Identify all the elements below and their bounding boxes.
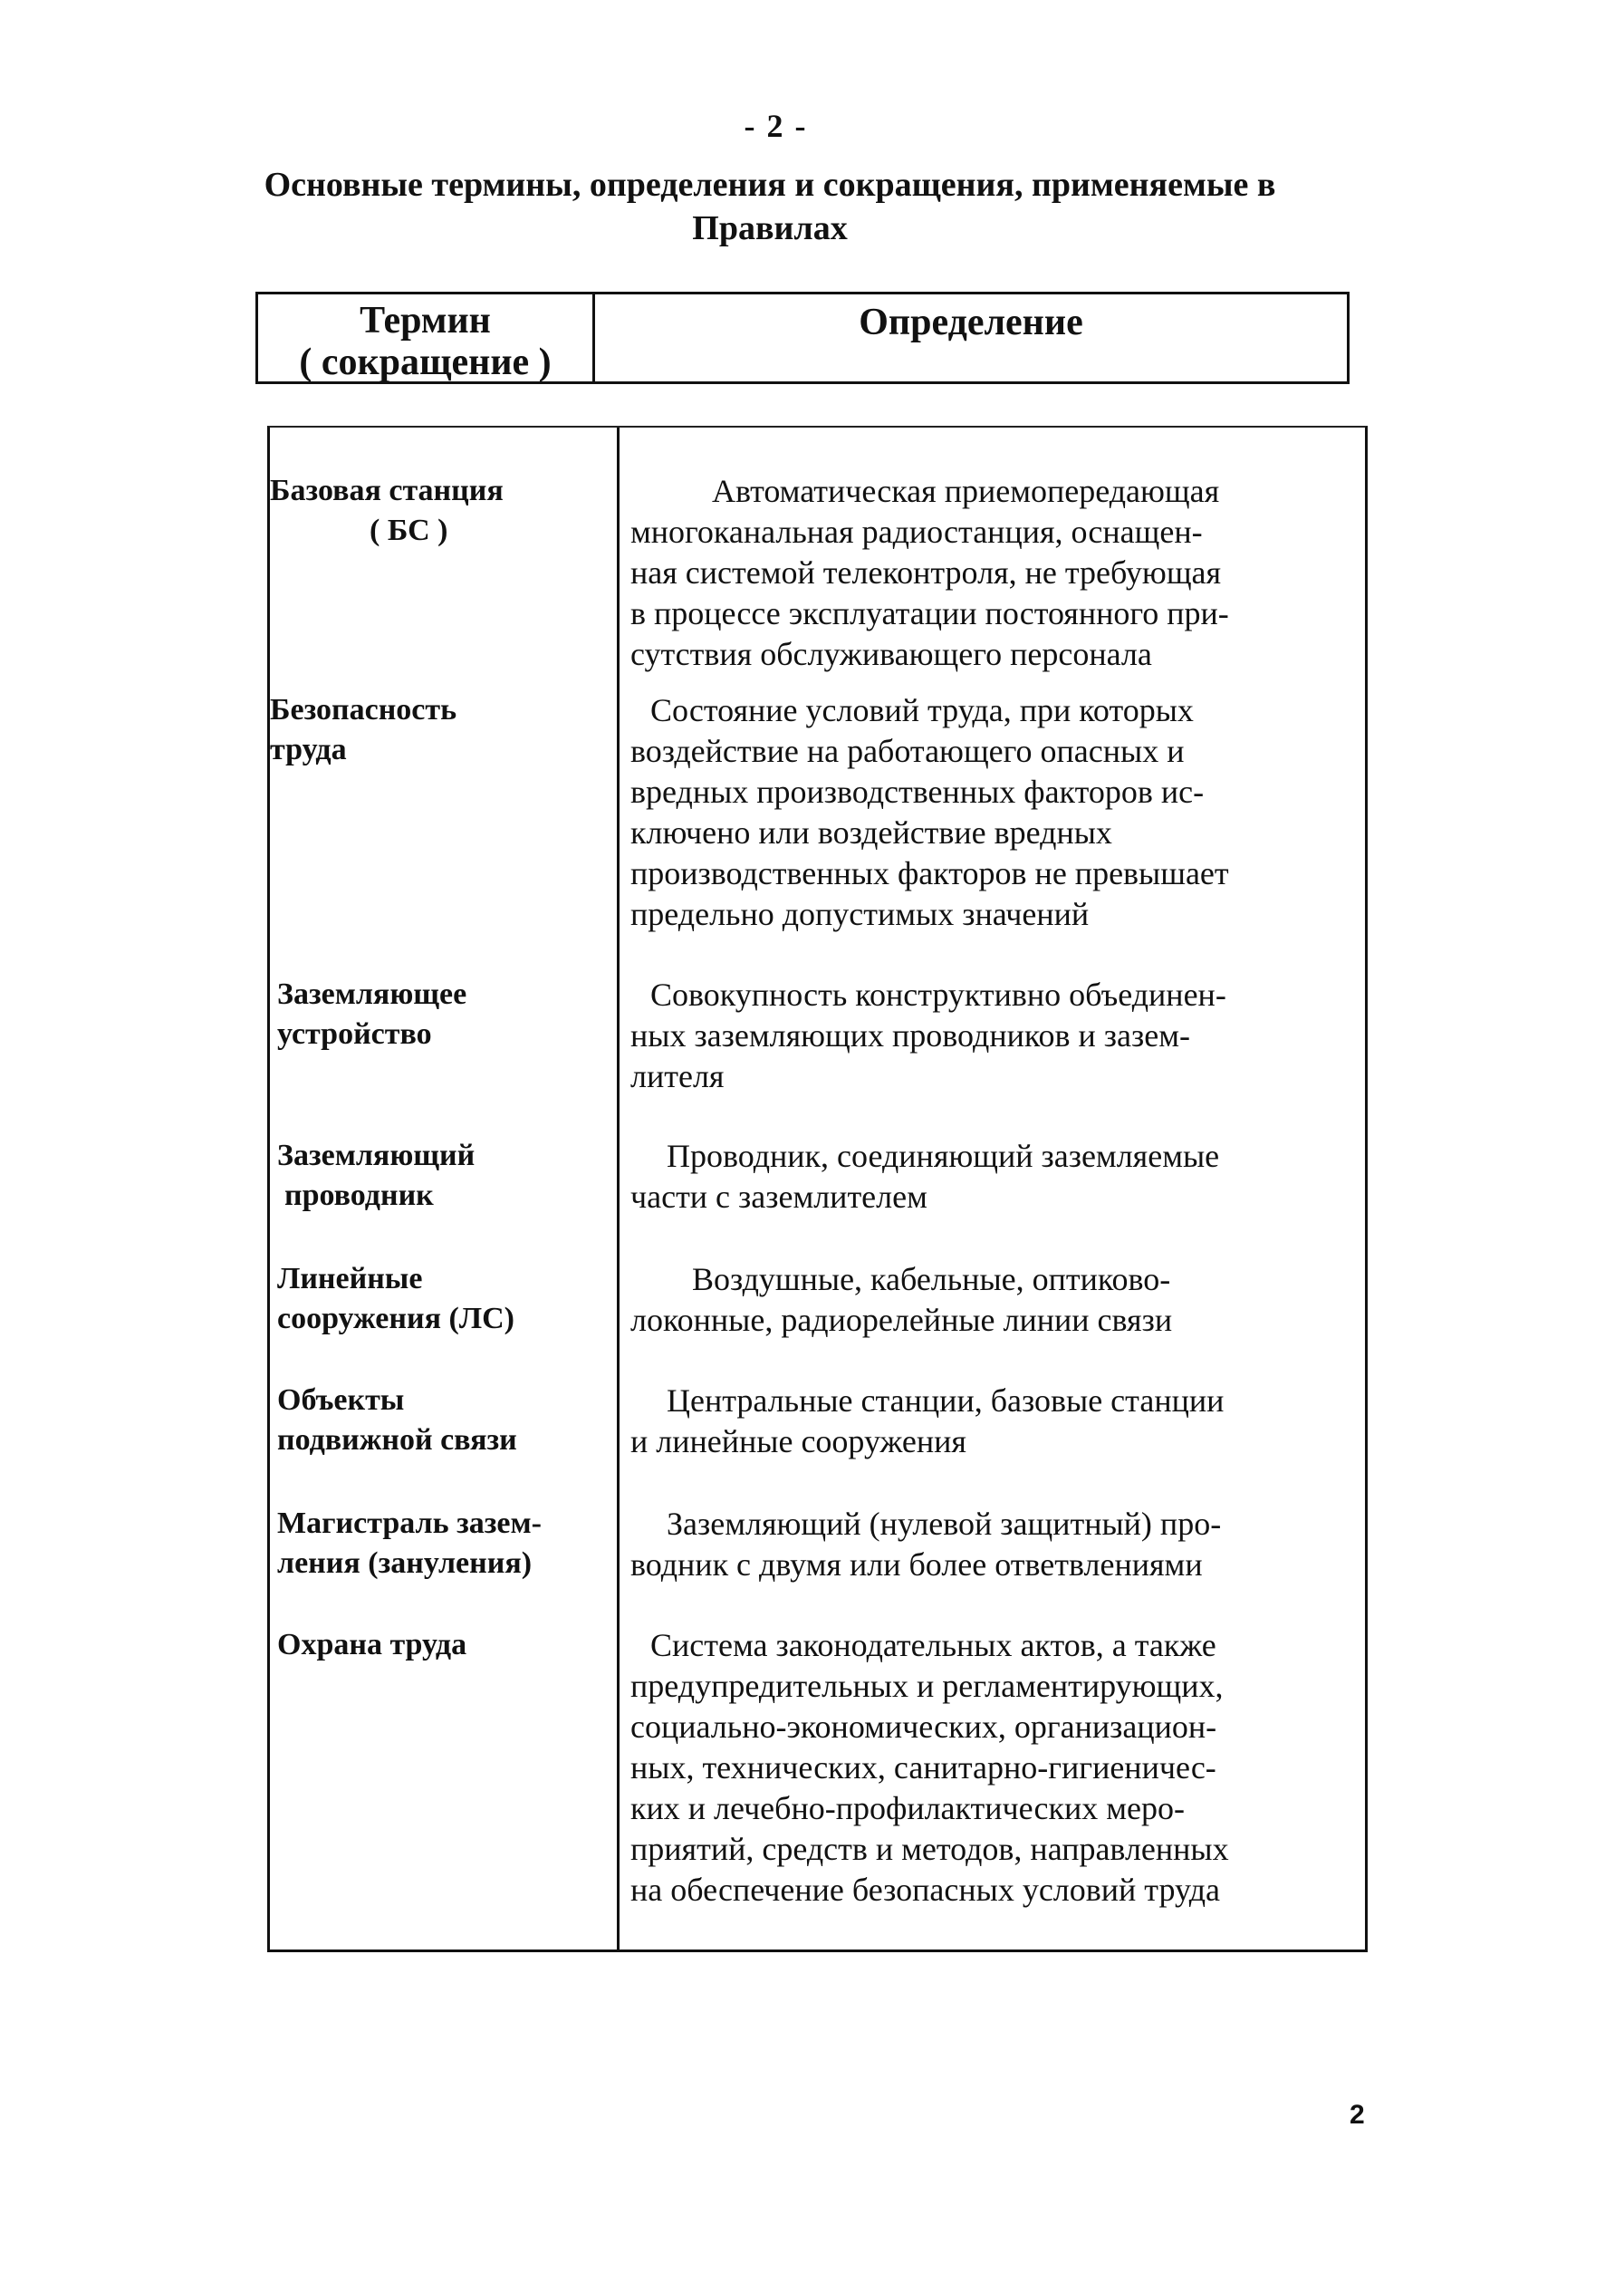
definition-line: воздействие на работающего опасных и [630,733,1185,769]
definition-line: сутствия обслуживающего персонала [630,636,1152,672]
definition-line: ных заземляющих проводников и зазем- [630,1017,1190,1054]
document-title-line-2: Правилах [692,209,848,247]
table-row-grounding-device [270,975,1365,1097]
definition-line: ких и лечебно-профилактических меро- [630,1790,1185,1826]
term-text: ления (зануления) [277,1546,533,1580]
definition-line: предельно допустимых значений [630,896,1090,932]
definition-line: ключено или воздействие вредных [630,814,1112,851]
term-text: Магистраль зазем- [277,1507,542,1540]
definition-line: части с заземлителем [630,1179,927,1215]
definition-line: предупредительных и регламентирующих, [630,1668,1224,1704]
term-cell [270,1381,614,1462]
header-term-column [258,294,595,381]
definition-line: Проводник, соединяющий заземляемые [667,1138,1220,1174]
definition-cell [614,1136,1365,1218]
term-cell [270,1136,614,1218]
header-definition-column [595,294,1347,381]
term-text: Заземляющее [277,977,467,1011]
page-number-bottom: 2 [1350,2100,1365,2130]
term-text: труда [270,733,347,766]
definition-line: многоканальная радиостанция, оснащен- [630,514,1203,550]
definition-line: водник с двумя или более ответвлениями [630,1546,1203,1583]
table-row-grounding-conductor [270,1136,1365,1218]
definition-line: производственных факторов не превышает [630,855,1229,891]
definition-cell [614,1381,1365,1462]
definition-line: ных, технических, санитарно-гигиеничес- [630,1749,1216,1786]
header-term-label: Термин [360,300,491,342]
term-cell [270,471,614,675]
header-abbreviation-label: ( сокращение ) [299,342,552,383]
definition-line: Автоматическая приемопередающая [712,473,1220,509]
definition-line: в процессе эксплуатации постоянного при- [630,595,1229,631]
document-title-line-1: Основные термины, определения и сокращения, применяемые в [264,166,1276,204]
definition-line: Воздушные, кабельные, оптиково- [692,1261,1171,1297]
term-text: Объекты [277,1383,405,1417]
table-header [255,292,1350,384]
definition-line: вредных производственных факторов ис- [630,774,1205,810]
definition-line: на обеспечение безопасных условий труда [630,1872,1221,1908]
definition-cell [614,1625,1365,1911]
definition-line: Центральные станции, базовые станции [667,1382,1225,1419]
term-text: Базовая станция [270,474,504,507]
definition-line: локонные, радиорелейные линии связи [630,1302,1173,1338]
table-row-mobile-objects [270,1381,1365,1462]
term-cell [270,1259,614,1341]
definition-line: и линейные сооружения [630,1423,966,1459]
table-row-base-station [270,471,1365,675]
table-row-grounding-main [270,1504,1365,1585]
definition-cell [614,471,1365,675]
definition-cell [614,1504,1365,1585]
definition-cell [614,690,1365,935]
definition-line: Система законодательных актов, а также [650,1627,1216,1663]
header-definition-label: Определение [859,302,1083,343]
term-text: устройство [277,1017,432,1051]
term-cell [270,690,614,935]
term-text: подвижной связи [277,1423,517,1457]
term-text: Заземляющий [277,1139,476,1172]
term-text: проводник [284,1179,434,1212]
definition-cell [614,975,1365,1097]
definition-line: Совокупность конструктивно объединен- [650,977,1226,1013]
term-text: Линейные [277,1262,423,1295]
definition-cell [614,1259,1365,1341]
definition-line: приятий, средств и методов, направленных [630,1831,1229,1867]
definition-line: Заземляющий (нулевой защитный) про- [667,1506,1222,1542]
terms-table [267,426,1368,1952]
term-cell [270,1504,614,1585]
term-text: Безопасность [270,693,457,727]
term-cell [270,1625,614,1911]
definition-line: ная системой телеконтроля, не требующая [630,554,1222,591]
page-number-top: - 2 - [744,108,808,144]
term-text: сооружения (ЛС) [277,1302,515,1335]
table-row-labor-safety [270,690,1365,935]
document-title [235,163,1304,250]
definition-line: лителя [630,1058,725,1094]
term-text: Охрана труда [277,1628,467,1661]
table-row-line-structures [270,1259,1365,1341]
definition-line: социально-экономических, организацион- [630,1709,1217,1745]
term-abbreviation: ( БС ) [370,514,448,547]
term-cell [270,975,614,1097]
table-row-labor-protection [270,1625,1365,1911]
definition-line: Состояние условий труда, при которых [650,692,1194,728]
